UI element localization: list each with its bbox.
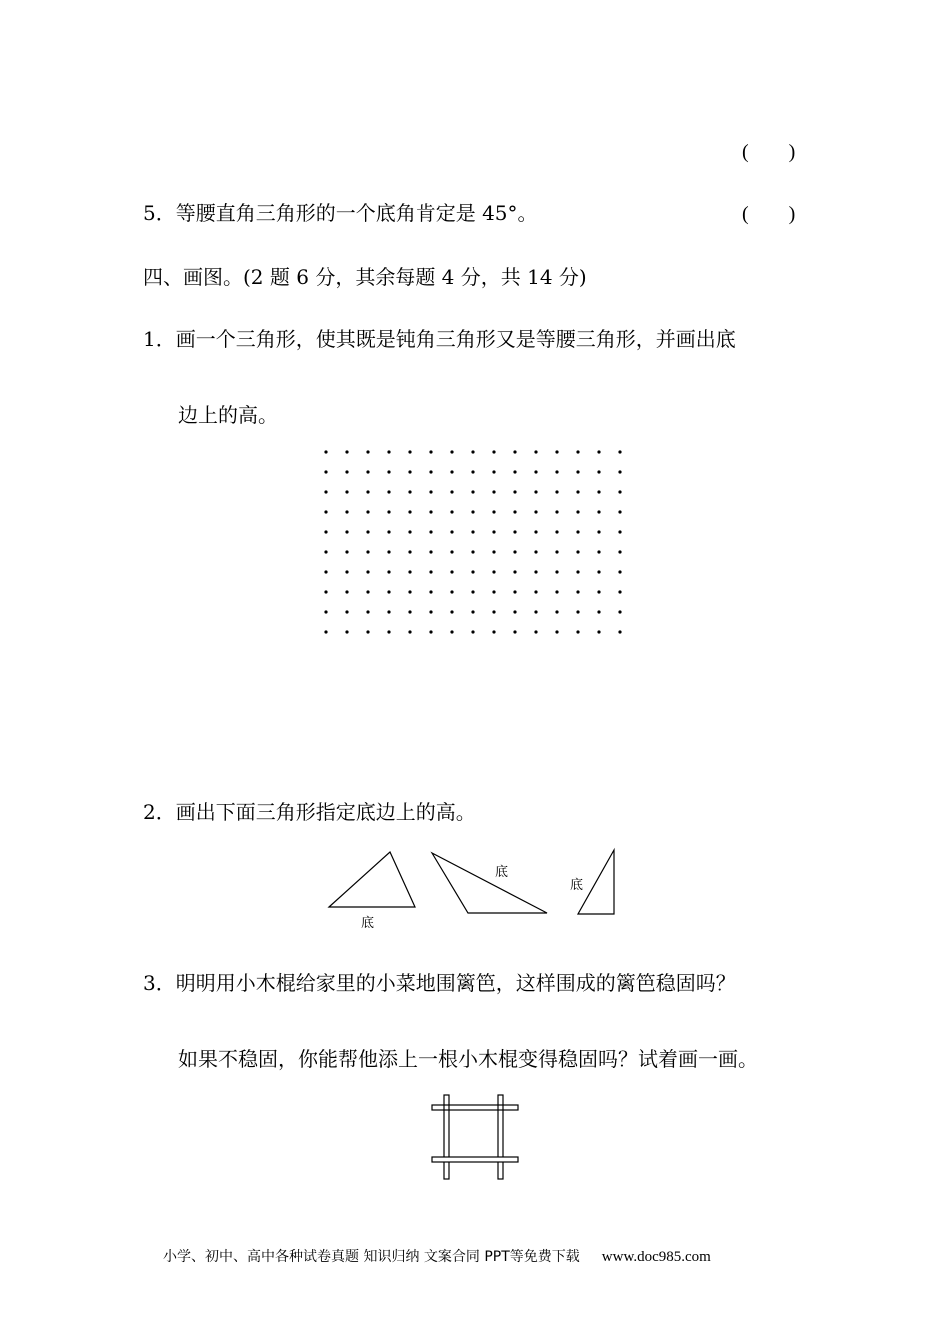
- grid-dot[interactable]: [345, 470, 348, 473]
- grid-dot[interactable]: [366, 450, 369, 453]
- grid-dot[interactable]: [513, 490, 516, 493]
- grid-dot[interactable]: [345, 630, 348, 633]
- question-3-line-2: 如果不稳固，你能帮他添上一根小木棍变得稳固吗？试着画一画。: [178, 1047, 758, 1071]
- grid-dot[interactable]: [576, 490, 579, 493]
- grid-dot[interactable]: [387, 450, 390, 453]
- grid-dot[interactable]: [429, 590, 432, 593]
- grid-dot[interactable]: [345, 490, 348, 493]
- question-3-line-1: 3．明明用小木棍给家里的小菜地围篱笆，这样围成的篱笆稳固吗？: [143, 971, 736, 995]
- stick-horizontal-top[interactable]: [432, 1105, 518, 1110]
- grid-dot[interactable]: [324, 470, 327, 473]
- grid-dot[interactable]: [492, 570, 495, 573]
- grid-dot[interactable]: [597, 530, 600, 533]
- grid-dot[interactable]: [429, 570, 432, 573]
- grid-dot[interactable]: [555, 630, 558, 633]
- grid-dot[interactable]: [387, 470, 390, 473]
- grid-dot[interactable]: [408, 630, 411, 633]
- grid-dot[interactable]: [408, 450, 411, 453]
- grid-dot[interactable]: [408, 590, 411, 593]
- grid-dot[interactable]: [387, 590, 390, 593]
- grid-dot[interactable]: [513, 610, 516, 613]
- grid-dot[interactable]: [576, 470, 579, 473]
- grid-dot[interactable]: [408, 570, 411, 573]
- grid-dot[interactable]: [597, 510, 600, 513]
- stick-horizontal-bottom[interactable]: [432, 1157, 518, 1162]
- section-4-heading: 四、画图。(2 题 6 分，其余每题 4 分，共 14 分): [143, 265, 587, 289]
- grid-dot[interactable]: [576, 530, 579, 533]
- grid-dot[interactable]: [597, 570, 600, 573]
- fence-sticks-figure[interactable]: [428, 1093, 524, 1183]
- grid-dot[interactable]: [450, 550, 453, 553]
- grid-dot[interactable]: [597, 630, 600, 633]
- grid-dot[interactable]: [555, 530, 558, 533]
- page-footer: [163, 1246, 711, 1266]
- triangle-3-base-label: 底: [570, 878, 584, 893]
- grid-dot[interactable]: [618, 550, 621, 553]
- grid-dot[interactable]: [576, 630, 579, 633]
- question-1-line-1: 1．画一个三角形，使其既是钝角三角形又是等腰三角形，并画出底: [143, 327, 736, 351]
- grid-dot[interactable]: [429, 490, 432, 493]
- grid-dot[interactable]: [555, 550, 558, 553]
- grid-dot[interactable]: [324, 590, 327, 593]
- grid-dot[interactable]: [429, 510, 432, 513]
- grid-dot[interactable]: [471, 570, 474, 573]
- grid-dot[interactable]: [471, 490, 474, 493]
- question-5-text: 5．等腰直角三角形的一个底角肯定是 45°。: [143, 201, 538, 225]
- grid-dot[interactable]: [471, 470, 474, 473]
- grid-dot[interactable]: [513, 510, 516, 513]
- grid-dot[interactable]: [513, 590, 516, 593]
- grid-dot[interactable]: [618, 590, 621, 593]
- grid-dot[interactable]: [513, 530, 516, 533]
- grid-dot[interactable]: [492, 530, 495, 533]
- grid-dot[interactable]: [429, 450, 432, 453]
- grid-dot[interactable]: [429, 550, 432, 553]
- grid-dot[interactable]: [534, 550, 537, 553]
- question-1-line-2: 边上的高。: [178, 403, 278, 427]
- grid-dot[interactable]: [366, 490, 369, 493]
- grid-dot[interactable]: [324, 510, 327, 513]
- grid-dot[interactable]: [492, 450, 495, 453]
- grid-dot[interactable]: [492, 550, 495, 553]
- grid-dot[interactable]: [429, 530, 432, 533]
- grid-dot[interactable]: [366, 530, 369, 533]
- grid-dot[interactable]: [408, 550, 411, 553]
- grid-dot[interactable]: [597, 450, 600, 453]
- grid-dot[interactable]: [492, 610, 495, 613]
- triangle-1[interactable]: [329, 852, 415, 907]
- answer-paren-q5[interactable]: ( ): [742, 203, 796, 225]
- grid-dot[interactable]: [555, 450, 558, 453]
- grid-dot[interactable]: [513, 450, 516, 453]
- grid-dot[interactable]: [534, 590, 537, 593]
- grid-dot[interactable]: [345, 570, 348, 573]
- grid-dot[interactable]: [555, 510, 558, 513]
- answer-paren-top[interactable]: ( ): [742, 141, 796, 163]
- grid-dot[interactable]: [534, 610, 537, 613]
- grid-dot[interactable]: [366, 470, 369, 473]
- triangle-1-base-label: 底: [361, 916, 375, 931]
- grid-dot[interactable]: [555, 470, 558, 473]
- grid-dot[interactable]: [492, 630, 495, 633]
- grid-dot[interactable]: [450, 570, 453, 573]
- grid-dot[interactable]: [534, 450, 537, 453]
- grid-dot[interactable]: [597, 590, 600, 593]
- grid-dot[interactable]: [429, 470, 432, 473]
- grid-dot[interactable]: [387, 510, 390, 513]
- grid-dot[interactable]: [408, 510, 411, 513]
- grid-dot[interactable]: [555, 610, 558, 613]
- grid-dot[interactable]: [576, 510, 579, 513]
- grid-dot[interactable]: [471, 590, 474, 593]
- grid-dot[interactable]: [408, 470, 411, 473]
- footer-text: 小学、初中、高中各种试卷真题 知识归纳 文案合同 PPT等免费下载: [163, 1249, 580, 1265]
- grid-dot[interactable]: [408, 610, 411, 613]
- grid-dot[interactable]: [345, 550, 348, 553]
- grid-dot[interactable]: [408, 490, 411, 493]
- grid-dot[interactable]: [324, 490, 327, 493]
- triangle-3[interactable]: [578, 850, 614, 914]
- grid-dot[interactable]: [597, 610, 600, 613]
- grid-dot[interactable]: [576, 610, 579, 613]
- question-2-text: 2．画出下面三角形指定底边上的高。: [143, 800, 476, 824]
- dot-grid[interactable]: [318, 445, 632, 637]
- grid-dot[interactable]: [345, 450, 348, 453]
- grid-dot[interactable]: [450, 630, 453, 633]
- grid-dot[interactable]: [576, 570, 579, 573]
- grid-dot[interactable]: [534, 510, 537, 513]
- grid-dot[interactable]: [492, 590, 495, 593]
- grid-dot[interactable]: [576, 590, 579, 593]
- grid-dot[interactable]: [345, 610, 348, 613]
- grid-dot[interactable]: [324, 550, 327, 553]
- grid-dot[interactable]: [450, 470, 453, 473]
- grid-dot[interactable]: [387, 630, 390, 633]
- grid-dot[interactable]: [513, 550, 516, 553]
- grid-dot[interactable]: [387, 530, 390, 533]
- grid-dot[interactable]: [450, 530, 453, 533]
- grid-dot[interactable]: [534, 570, 537, 573]
- grid-dot[interactable]: [513, 630, 516, 633]
- grid-dot[interactable]: [366, 570, 369, 573]
- grid-dot[interactable]: [597, 490, 600, 493]
- grid-dot[interactable]: [345, 510, 348, 513]
- grid-dot[interactable]: [429, 630, 432, 633]
- grid-dot[interactable]: [387, 490, 390, 493]
- grid-dot[interactable]: [618, 490, 621, 493]
- grid-dot[interactable]: [450, 450, 453, 453]
- grid-dot[interactable]: [618, 530, 621, 533]
- grid-dot[interactable]: [534, 490, 537, 493]
- grid-dot[interactable]: [450, 610, 453, 613]
- grid-dot[interactable]: [534, 530, 537, 533]
- grid-dot[interactable]: [618, 570, 621, 573]
- grid-dot[interactable]: [345, 530, 348, 533]
- grid-dot[interactable]: [618, 510, 621, 513]
- grid-dot[interactable]: [534, 630, 537, 633]
- footer-site-link[interactable]: www.doc985.com: [601, 1249, 711, 1265]
- grid-dot[interactable]: [324, 450, 327, 453]
- grid-dot[interactable]: [597, 550, 600, 553]
- grid-dot[interactable]: [366, 630, 369, 633]
- grid-dot[interactable]: [513, 570, 516, 573]
- grid-dot[interactable]: [555, 570, 558, 573]
- grid-dot[interactable]: [450, 590, 453, 593]
- grid-dot[interactable]: [429, 610, 432, 613]
- grid-dot[interactable]: [492, 470, 495, 473]
- grid-dot[interactable]: [471, 530, 474, 533]
- grid-dot[interactable]: [576, 450, 579, 453]
- grid-dot[interactable]: [576, 550, 579, 553]
- grid-dot[interactable]: [471, 630, 474, 633]
- triangle-2-base-label: 底: [495, 865, 509, 880]
- grid-dot[interactable]: [492, 510, 495, 513]
- grid-dot[interactable]: [555, 590, 558, 593]
- triangle-2[interactable]: [432, 853, 547, 913]
- grid-dot[interactable]: [408, 530, 411, 533]
- triangle-figures[interactable]: [322, 845, 622, 935]
- grid-dot[interactable]: [387, 550, 390, 553]
- grid-dot[interactable]: [618, 610, 621, 613]
- grid-dot[interactable]: [450, 510, 453, 513]
- grid-dot[interactable]: [471, 450, 474, 453]
- grid-dot[interactable]: [366, 510, 369, 513]
- grid-dot[interactable]: [366, 590, 369, 593]
- grid-dot[interactable]: [324, 610, 327, 613]
- grid-dot[interactable]: [618, 450, 621, 453]
- grid-dot[interactable]: [471, 510, 474, 513]
- grid-dot[interactable]: [618, 630, 621, 633]
- grid-dot[interactable]: [513, 470, 516, 473]
- grid-dot[interactable]: [450, 490, 453, 493]
- grid-dot[interactable]: [366, 610, 369, 613]
- grid-dot[interactable]: [324, 530, 327, 533]
- grid-dot[interactable]: [366, 550, 369, 553]
- grid-dot[interactable]: [324, 570, 327, 573]
- grid-dot[interactable]: [387, 570, 390, 573]
- grid-dot[interactable]: [345, 590, 348, 593]
- grid-dot[interactable]: [324, 630, 327, 633]
- grid-dot[interactable]: [387, 610, 390, 613]
- grid-dot[interactable]: [618, 470, 621, 473]
- grid-dot[interactable]: [471, 610, 474, 613]
- grid-dot[interactable]: [534, 470, 537, 473]
- grid-dot[interactable]: [471, 550, 474, 553]
- grid-dot[interactable]: [555, 490, 558, 493]
- grid-dot[interactable]: [492, 490, 495, 493]
- grid-dot[interactable]: [597, 470, 600, 473]
